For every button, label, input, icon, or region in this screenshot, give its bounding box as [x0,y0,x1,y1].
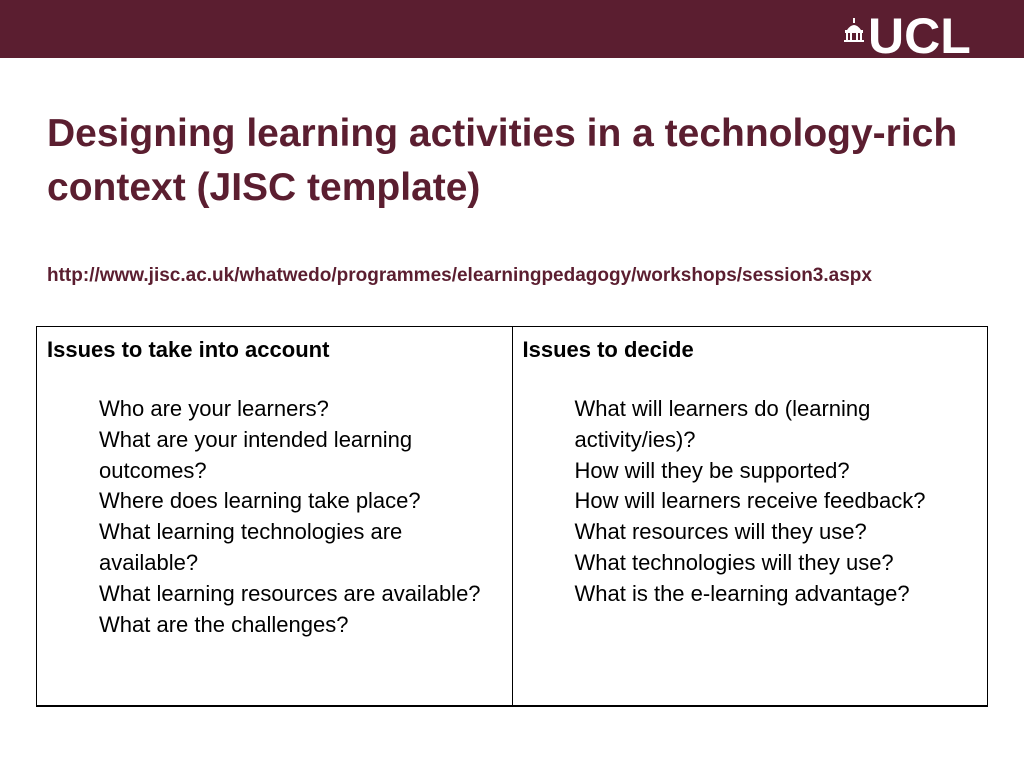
question-list [47,394,502,640]
table-row [37,327,988,707]
list-item: What are your intended learning outcomes? [99,426,413,483]
dome-icon [844,18,864,42]
list-item: How will learners receive feedback? [574,488,926,514]
list-item: What will learners do (learning activity/ies)? [574,396,871,452]
column-header: Issues to take into account [47,337,330,362]
list-item: Who are your learners? [99,396,329,421]
source-url: http://www.jisc.ac.uk/whatwedo/programmes/elearningpedagogy/workshops/session3.aspx [47,265,872,286]
slide-title: Designing learning activities in a technology-rich context (JISC template) [47,112,958,209]
logo-text: UCL [868,8,971,64]
issues-table [36,326,988,707]
list-item: What learning technologies are available? [99,519,403,575]
ucl-logo [844,8,971,64]
column-to-decide [512,327,988,707]
list-item: What are the challenges? [99,611,349,637]
column-header: Issues to decide [522,337,694,362]
list-item: How will they be supported? [574,457,850,483]
list-item: Where does learning take place? [99,488,421,514]
question-list [523,394,978,610]
header-bar [0,0,1024,64]
column-take-into-account [37,327,513,707]
list-item: What is the e-learning advantage? [574,580,910,606]
list-item: What resources will they use? [574,519,867,545]
list-item: What technologies will they use? [574,549,894,575]
list-item: What learning resources are available? [99,580,481,606]
